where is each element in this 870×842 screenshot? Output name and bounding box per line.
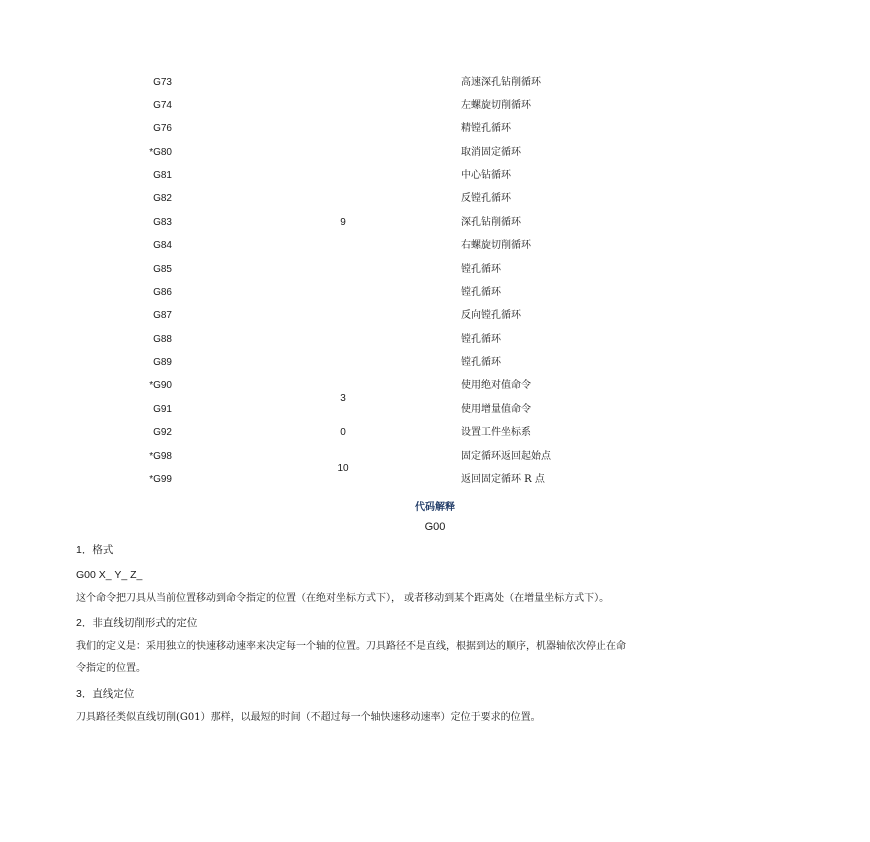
code-cell: G88 xyxy=(153,334,172,345)
desc-cell: 左螺旋切削循环 xyxy=(461,100,531,111)
code-row-g90 xyxy=(0,376,870,396)
desc-cell: 固定循环返回起始点 xyxy=(461,451,551,462)
format-syntax: G00 X_ Y_ Z_ xyxy=(76,569,143,581)
paragraph-2b: 令指定的位置。 xyxy=(76,663,146,674)
code-cell: G91 xyxy=(153,404,172,415)
code-row-g89 xyxy=(0,353,870,373)
code-row-g91 xyxy=(0,400,870,420)
code-cell: *G99 xyxy=(149,474,172,485)
desc-cell: 高速深孔钻削循环 xyxy=(461,77,541,88)
desc-cell: 反向镗孔循环 xyxy=(461,310,521,321)
code-cell: G92 xyxy=(153,427,172,438)
section-subtitle: G00 xyxy=(424,521,446,533)
code-row-g82 xyxy=(0,189,870,209)
desc-cell: 镗孔循环 xyxy=(461,287,501,298)
code-row-g98 xyxy=(0,447,870,467)
desc-cell: 深孔钻削循环 xyxy=(461,217,521,228)
code-cell: G89 xyxy=(153,357,172,368)
code-cell: G85 xyxy=(153,264,172,275)
code-row-g84 xyxy=(0,236,870,256)
desc-cell: 返回固定循环 R 点 xyxy=(461,474,545,485)
section-title: 代码解释 xyxy=(415,502,455,513)
code-cell: G81 xyxy=(153,170,172,181)
code-row-g87 xyxy=(0,306,870,326)
code-row-g76 xyxy=(0,119,870,139)
code-cell: G73 xyxy=(153,77,172,88)
code-row-g88 xyxy=(0,330,870,350)
desc-cell: 取消固定循环 xyxy=(461,147,521,158)
code-cell: G87 xyxy=(153,310,172,321)
code-row-g81 xyxy=(0,166,870,186)
code-row-g74 xyxy=(0,96,870,116)
desc-cell: 镗孔循环 xyxy=(461,357,501,368)
desc-cell: 镗孔循环 xyxy=(461,334,501,345)
code-row-g85 xyxy=(0,260,870,280)
desc-cell: 右螺旋切削循环 xyxy=(461,240,531,251)
code-cell: G82 xyxy=(153,193,172,204)
code-row-g92 xyxy=(0,423,870,443)
desc-cell: 反镗孔循环 xyxy=(461,193,511,204)
heading-nonlinear-positioning: 2．非直线切削形式的定位 xyxy=(76,617,198,629)
code-cell: *G80 xyxy=(149,147,172,158)
group-number-0: 0 xyxy=(340,427,346,438)
group-number-9: 9 xyxy=(340,217,346,228)
code-cell: *G90 xyxy=(149,380,172,391)
desc-cell: 镗孔循环 xyxy=(461,264,501,275)
desc-cell: 中心钻循环 xyxy=(461,170,511,181)
code-cell: G76 xyxy=(153,123,172,134)
desc-cell: 使用绝对值命令 xyxy=(461,380,531,391)
code-row-g83 xyxy=(0,213,870,233)
code-row-g73 xyxy=(0,73,870,93)
paragraph-2a: 我们的定义是：采用独立的快速移动速率来决定每一个轴的位置。刀具路径不是直线，根据到达的顺序，机器轴依次停止在命 xyxy=(76,641,626,652)
heading-format: 1．格式 xyxy=(76,544,114,556)
code-row-g86 xyxy=(0,283,870,303)
paragraph-3: 刀具路径类似直线切削(G01）那样，以最短的时间（不超过每一个轴快速移动速率）定位于要求的位置。 xyxy=(76,712,541,723)
group-number-10: 10 xyxy=(337,463,349,474)
code-cell: *G98 xyxy=(149,451,172,462)
paragraph-1: 这个命令把刀具从当前位置移动到命令指定的位置（在绝对坐标方式下）， 或者移动到某个距离处（在增量坐标方式下）。 xyxy=(76,593,610,604)
code-cell: G83 xyxy=(153,217,172,228)
group-number-3: 3 xyxy=(340,393,346,404)
code-row-g99 xyxy=(0,470,870,490)
desc-cell: 设置工件坐标系 xyxy=(461,427,531,438)
code-cell: G74 xyxy=(153,100,172,111)
code-cell: G86 xyxy=(153,287,172,298)
desc-cell: 精镗孔循环 xyxy=(461,123,511,134)
code-cell: G84 xyxy=(153,240,172,251)
heading-linear-positioning: 3．直线定位 xyxy=(76,688,135,700)
code-row-g80 xyxy=(0,143,870,163)
desc-cell: 使用增量值命令 xyxy=(461,404,531,415)
